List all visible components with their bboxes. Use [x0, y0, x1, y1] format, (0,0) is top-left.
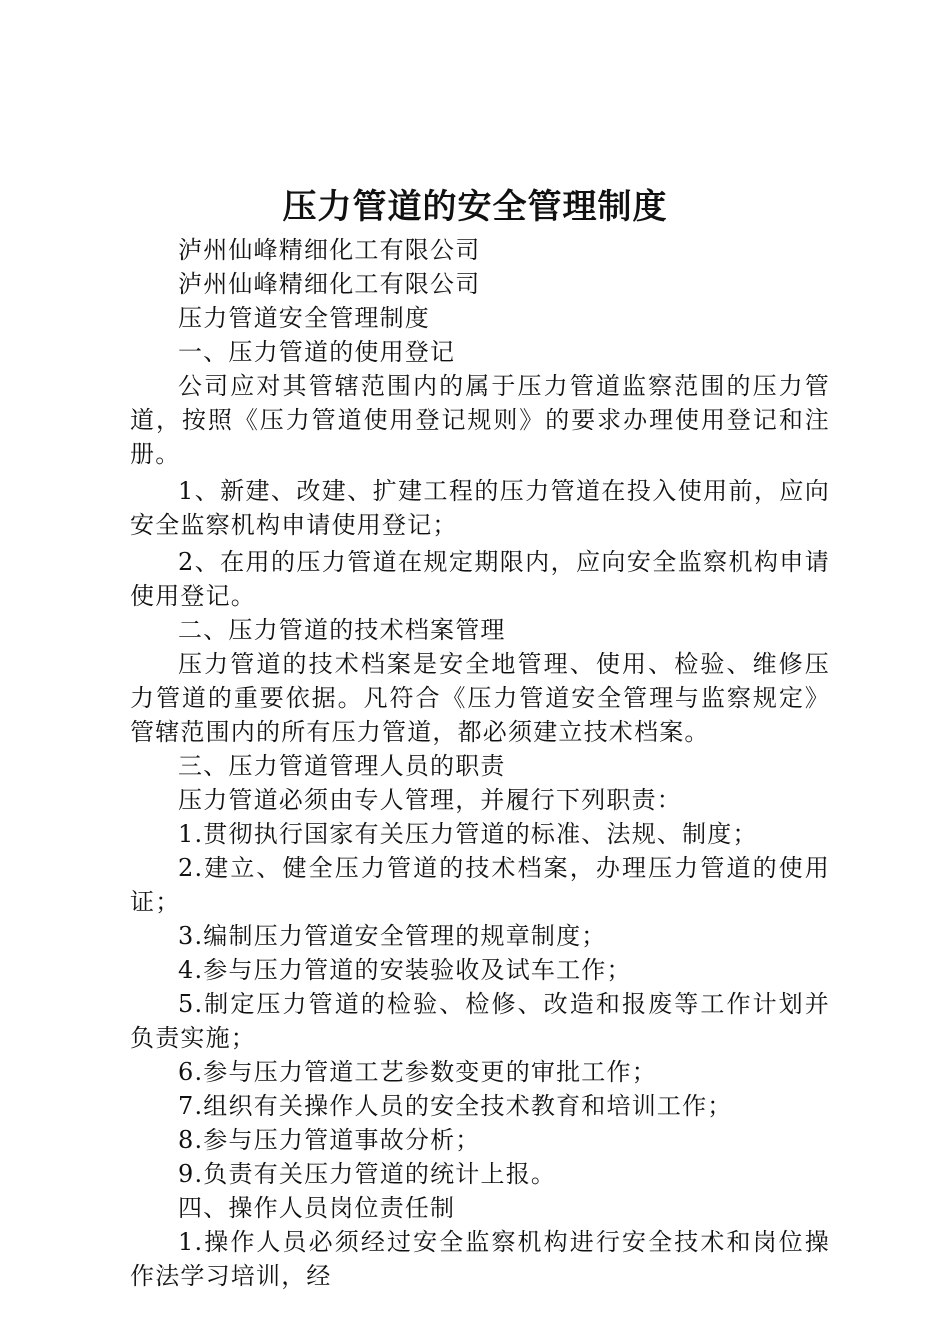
company-name-line: 泸州仙峰精细化工有限公司 [178, 270, 481, 298]
list-item: 1.贯彻执行国家有关压力管道的标准、法规、制度； [178, 820, 758, 848]
list-item: 2.建立、健全压力管道的技术档案，办理压力管道的使用证； [130, 854, 830, 916]
list-item: 1.操作人员必须经过安全监察机构进行安全技术和岗位操作法学习培训，经 [130, 1228, 830, 1290]
list-item: 4.参与压力管道的安装验收及试车工作； [178, 956, 632, 984]
paragraph: 公司应对其管辖范围内的属于压力管道监察范围的压力管道，按照《压力管道使用登记规则》的要求办理使用登记和注册。 [130, 372, 830, 468]
paragraph: 压力管道必须由专人管理，并履行下列职责： [178, 786, 682, 814]
document-title: 压力管道的安全管理制度 [282, 187, 668, 227]
list-item: 8.参与压力管道事故分析； [178, 1126, 481, 1154]
section-heading: 三、压力管道管理人员的职责 [178, 752, 506, 780]
document-body [130, 233, 830, 1293]
list-item: 3.编制压力管道安全管理的规章制度； [178, 922, 607, 950]
section-heading: 二、压力管道的技术档案管理 [178, 616, 506, 644]
section-heading: 四、操作人员岗位责任制 [178, 1194, 456, 1222]
list-item: 5.制定压力管道的检验、检修、改造和报废等工作计划并负责实施； [130, 990, 830, 1052]
list-item: 7.组织有关操作人员的安全技术教育和培训工作； [178, 1092, 733, 1120]
paragraph: 压力管道的技术档案是安全地管理、使用、检验、维修压力管道的重要依据。凡符合《压力管道安全管理与监察规定》管辖范围内的所有压力管道，都必须建立技术档案。 [130, 650, 830, 746]
list-item: 2、在用的压力管道在规定期限内，应向安全监察机构申请使用登记。 [130, 548, 830, 610]
section-heading: 一、压力管道的使用登记 [178, 338, 456, 366]
list-item: 9.负责有关压力管道的统计上报。 [178, 1160, 557, 1188]
subtitle-line: 压力管道安全管理制度 [178, 304, 430, 332]
company-name-line: 泸州仙峰精细化工有限公司 [178, 236, 481, 264]
list-item: 1、新建、改建、扩建工程的压力管道在投入使用前，应向安全监察机构申请使用登记； [130, 477, 830, 539]
list-item: 6.参与压力管道工艺参数变更的审批工作； [178, 1058, 657, 1086]
